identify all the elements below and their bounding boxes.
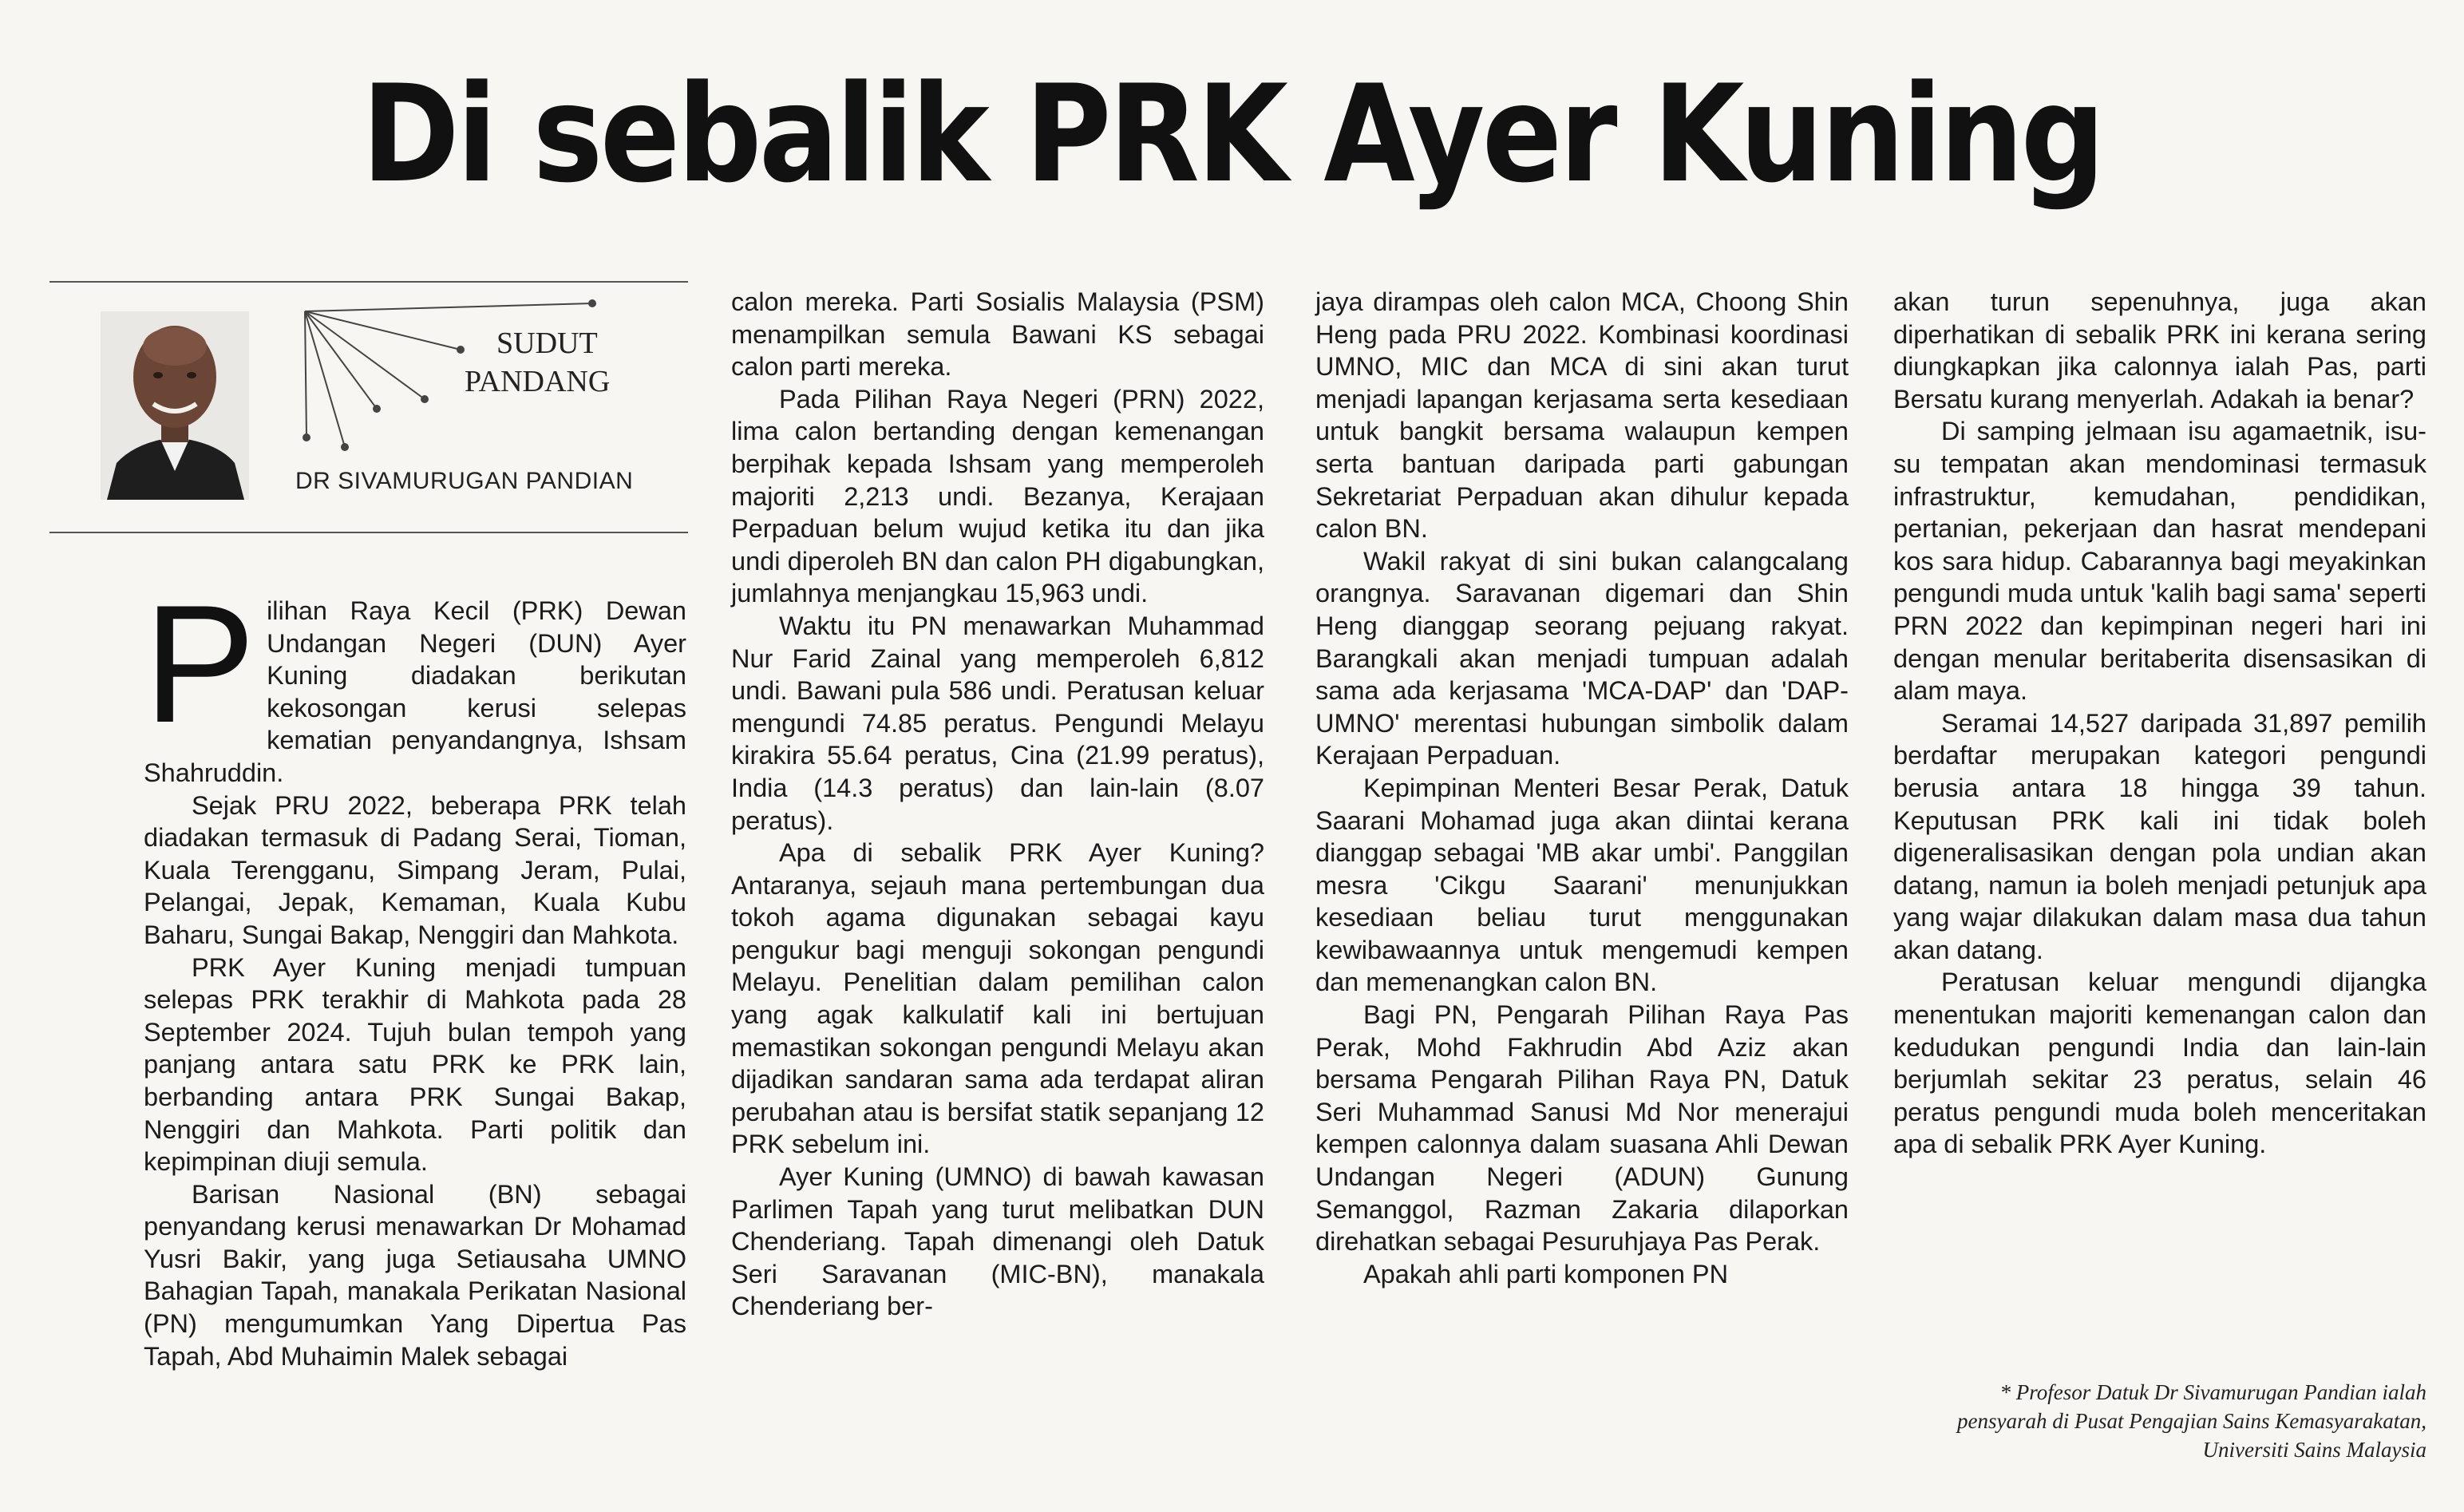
column-title-line2: PANDANG bbox=[465, 365, 611, 398]
column-title-line1: SUDUT bbox=[496, 327, 598, 360]
paragraph: PRK Ayer Kuning menjadi tumpuan selepas PRK terakhir di Mahkota pada 28 September 2024. Tujuh bulan tempoh yang panjang antara satu PRK ke PRK lain, berbanding antara PRK Sungai Bakap, Nenggiri dan Mahkota. Parti politik dan kepimpinan diuji semula. bbox=[144, 952, 686, 1177]
paragraph: Peratusan keluar mengundi dijangka menentukan majoriti kemenangan calon dan kedudukan pengundi India dan lain-lain berjumlah sekitar 23 peratus, selain 46 peratus pengundi muda boleh menceritakan apa di sebalik PRK Ayer Kuning. bbox=[1893, 968, 2426, 1159]
author-footnote: * Profesor Datuk Dr Sivamurugan Pandian ialah pensyarah di Pusat Pengajian Sains Kemasyarakatan, Universiti Sains Malaysia bbox=[1957, 1380, 2426, 1462]
article-column-1 bbox=[144, 570, 686, 1372]
article-column-2 bbox=[731, 286, 1264, 1323]
paragraph: Barisan Nasional (BN) sebagai penyandang kerusi menawarkan Dr Mohamad Yusri Bakir, yang juga Setiausaha UMNO Bahagian Tapah, manakala Perikatan Nasional (PN) mengumumkan Yang Dipertua Pas Tapah, Abd Muhaimin Malek sebagai bbox=[144, 1179, 686, 1371]
column-title bbox=[465, 324, 610, 401]
paragraph: Apa di sebalik PRK Ayer Kuning? Antaranya, sejauh mana pertembungan dua tokoh agama digunakan sebagai kayu pengukur bagi menguji sokongan pengundi Melayu. Penelitian dalam pemilihan calon yang agak kalkulatif kali ini bertujuan memastikan sokongan pengundi Melayu akan dijadikan sandaran sama ada terdapat aliran perubahan atau is bersifat statik sepanjang 12 PRK sebelum ini. bbox=[731, 838, 1264, 1159]
author-name: DR SIVAMURUGAN PANDIAN bbox=[295, 468, 634, 494]
article-column-3 bbox=[1315, 286, 1849, 1290]
paragraph: jaya dirampas oleh calon MCA, Choong Shin Heng pada PRU 2022. Kombinasi koordinasi UMNO, MIC dan MCA di sini akan turut menjadi lapangan kerjasama serta kesediaan untuk bangkit bersama walaupun kempen serta bantuan daripada parti gabungan Sekretariat Perpaduan akan dihulur kepada calon BN. bbox=[1315, 287, 1849, 544]
paragraph bbox=[144, 570, 686, 790]
article-headline: Di sebalik PRK Ayer Kuning bbox=[362, 56, 2102, 212]
paragraph: Sejak PRU 2022, beberapa PRK telah diadakan termasuk di Padang Serai, Tioman, Kuala Terengganu, Simpang Jeram, Pulai, Pelangai, Jepak, Kemaman, Kuala Kubu Baharu, Sungai Bakap, Nenggiri dan Mahkota. bbox=[144, 790, 686, 949]
author-photo bbox=[101, 311, 249, 500]
drop-cap: P bbox=[144, 570, 256, 758]
paragraph: Apakah ahli parti komponen PN bbox=[1363, 1259, 1729, 1288]
column-byline bbox=[49, 281, 688, 533]
paragraph: Kepimpinan Menteri Besar Perak, Datuk Saarani Mohamad juga akan diintai kerana dianggap sebagai 'MB akar umbi'. Panggilan mesra 'Cikgu Saarani' menunjukkan kesediaan beliau turut menggunakan kewibawaannya untuk mengemudi kempen dan memenangkan calon BN. bbox=[1315, 773, 1849, 997]
paragraph: akan turun sepenuhnya, juga akan diperhatikan di sebalik PRK ini kerana sering diungkapkan jika calonnya ialah Pas, parti Bersatu kurang menyerlah. Adakah ia benar? bbox=[1893, 287, 2426, 414]
paragraph-text: ilihan Raya Kecil (PRK) Dewan Undangan Negeri (DUN) Ayer Kuning diadakan berikutan kekosongan kerusi selepas kematian penyandangnya, Ishsam Shahruddin. bbox=[144, 596, 686, 787]
paragraph: Pada Pilihan Raya Negeri (PRN) 2022, lima calon bertanding dengan kemenangan berpihak kepada Ishsam yang memperoleh majoriti 2,213 undi. Bezanya, Kerajaan Perpaduan belum wujud ketika itu dan jika undi diperoleh BN dan calon PH digabungkan, jumlahnya menjangkau 15,963 undi. bbox=[731, 384, 1264, 608]
paragraph: calon mereka. Parti Sosialis Malaysia (PSM) menampilkan semula Bawani KS sebagai calon parti mereka. bbox=[731, 287, 1264, 382]
paragraph: Wakil rakyat di sini bukan calangcalang orangnya. Saravanan digemari dan Shin Heng dianggap seorang pejuang rakyat. Barangkali akan menjadi tumpuan adalah sama ada kerjasama 'MCA-DAP' dan 'DAP-UMNO' merentasi hubungan simbolik dalam Kerajaan Perpaduan. bbox=[1315, 546, 1849, 770]
paragraph: Ayer Kuning (UMNO) di bawah kawasan Parlimen Tapah yang turut melibatkan DUN Chenderiang. Tapah dimenangi oleh Datuk Seri Saravanan (MIC-BN), manakala Chenderiang ber- bbox=[731, 1162, 1264, 1321]
article-column-4 bbox=[1893, 286, 2426, 1161]
paragraph: Seramai 14,527 daripada 31,897 pemilih berdaftar merupakan kategori pengundi berusia antara 18 hingga 39 tahun. Keputusan PRK kali ini tidak boleh digeneralisasikan dengan pola undian akan datang, namun ia boleh menjadi petunjuk apa yang wajar dilakukan dalam masa dua tahun akan datang. bbox=[1893, 708, 2426, 964]
paragraph: Waktu itu PN menawarkan Muhammad Nur Farid Zainal yang memperoleh 6,812 undi. Bawani pula 586 undi. Peratusan keluar mengundi 74.85 peratus. Pengundi Melayu kirakira 55.64 peratus, Cina (21.99 peratus), India (14.3 peratus) dan lain-lain (8.07 peratus). bbox=[731, 611, 1264, 835]
paragraph: Bagi PN, Pengarah Pilihan Raya Pas Perak, Mohd Fakhrudin Abd Aziz akan bersama Pengarah Pilihan Raya PN, Datuk Seri Muhammad Sanusi Md Nor menerajui kempen calonnya dalam suasana Ahli Dewan Undangan Negeri (ADUN) Gunung Semanggol, Razman Zakaria dilaporkan direhatkan sebagai Pesuruhjaya Pas Perak. bbox=[1315, 1000, 1849, 1257]
paragraph: Di samping jelmaan isu agamaetnik, isu-su tempatan akan mendominasi termasuk infrastruktur, kemudahan, pendidikan, pertanian, pekerjaan dan hasrat mendepani kos sara hidup. Cabarannya bagi meyakinkan pengundi muda untuk 'kalih bagi sama' seperti PRN 2022 dan kepimpinan negeri hari ini dengan menular beritaberita disensasikan di alam maya. bbox=[1893, 417, 2426, 706]
